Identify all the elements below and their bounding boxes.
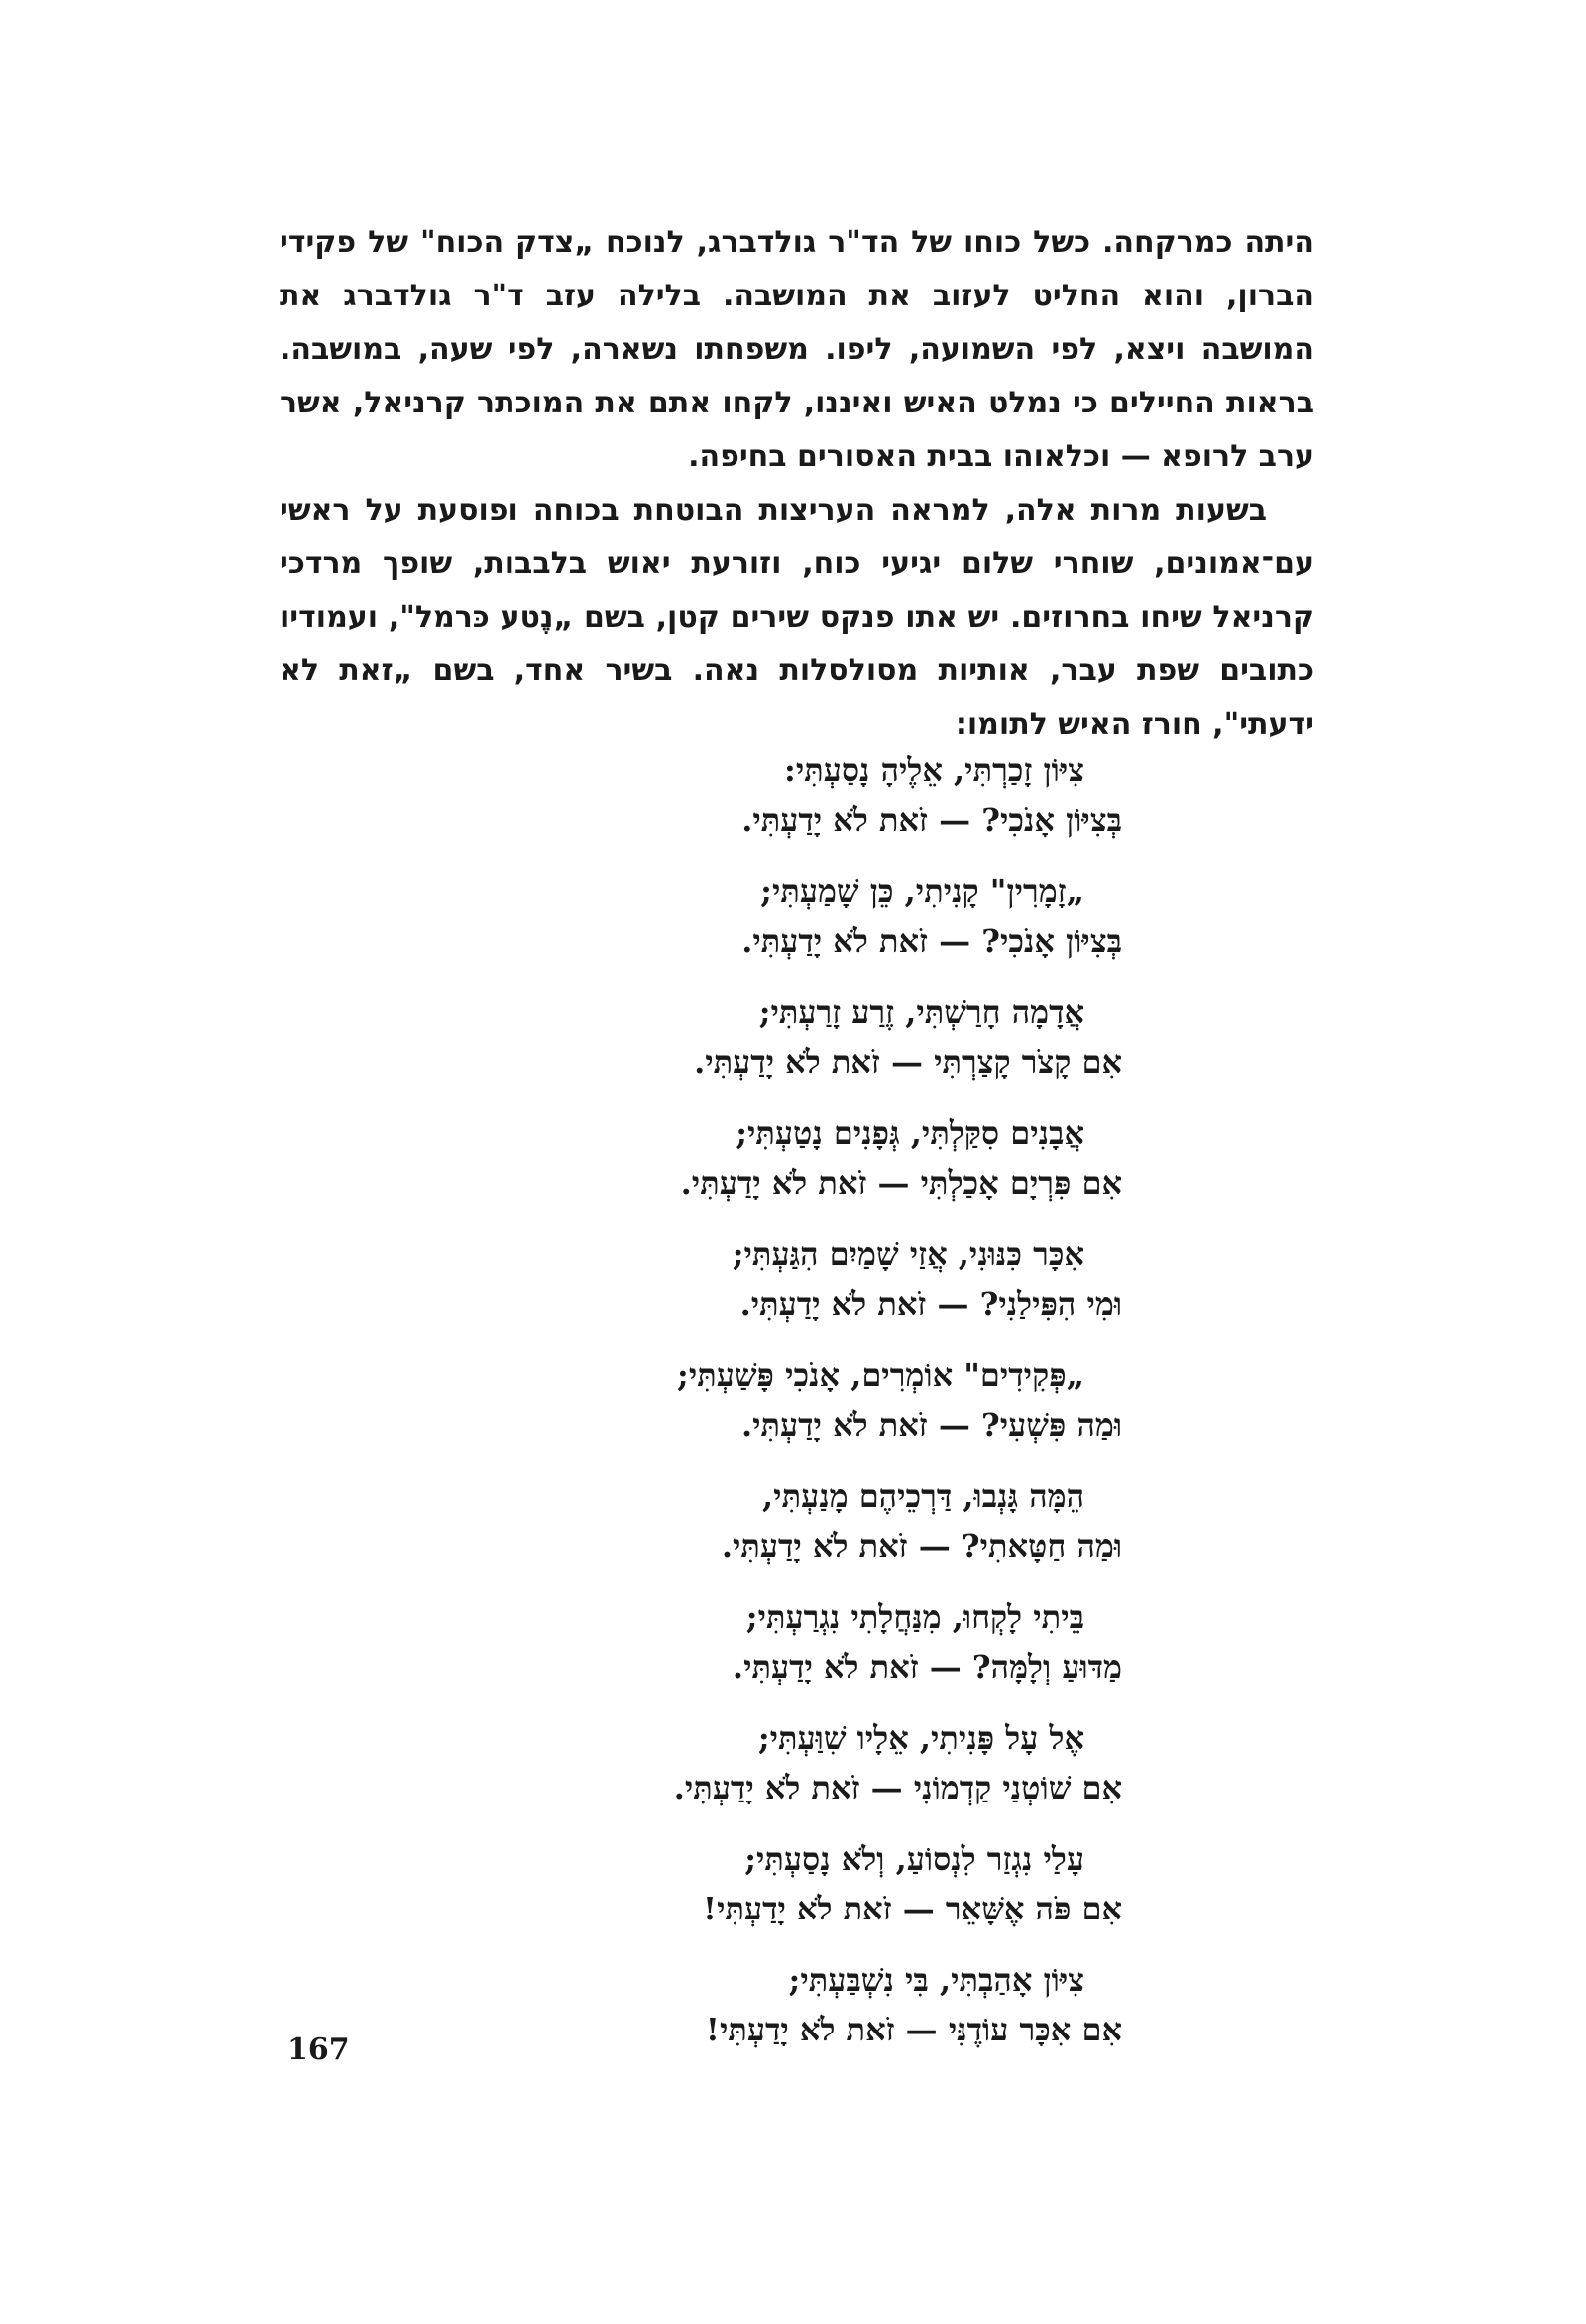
poem-stanza	[428, 1592, 1122, 1691]
poem-line: צִיּוֹן אָהַבְתִּי, בִּי נִשְׁבַּעְתִּי;	[788, 1961, 1084, 1999]
poem-stanza	[428, 1955, 1122, 2054]
poem-line: אֲדָמָה חָרַשְׁתִּי, זֶרַע זָרַעְתִּי;	[758, 993, 1084, 1031]
poem-line: אִם שׁוֹטְנַי קַדְמוֹנִי — זֹאת לֹא יָדַעְתִּי.	[673, 1769, 1122, 1806]
poem-line: וּמַה פִּשְׁעִי? — זֹאת לֹא יָדַעְתִּי.	[740, 1406, 1122, 1444]
poem-line: „פְּקִידִים" אוֹמְרִים, אָנֹכִי פָּשַׁעְתִּי;	[677, 1356, 1084, 1394]
poem-line: אִם פִּרְיָם אָכַלְתִּי — זֹאת לֹא יָדַעְתִּי.	[680, 1164, 1122, 1202]
poem-line: צִיּוֹן זָכַרְתִּי, אֵלֶיהָ נָסַעְתִּי:	[784, 752, 1084, 789]
poem-stanza	[428, 1834, 1122, 1933]
poem-line: מַדּוּעַ וְלָמָּה? — זֹאת לֹא יָדַעְתִּי.	[732, 1648, 1122, 1685]
poem-line: בְּצִיּוֹן אָנֹכִי? — זֹאת לֹא יָדַעְתִּי.	[741, 922, 1122, 960]
poem-stanza	[428, 1108, 1122, 1208]
poem-line: אִכָּר כִּנּוּנִי, אֲזַי שָׁמַיִם הִגַּעְתִּי;	[732, 1235, 1084, 1273]
poem-stanza	[428, 1350, 1122, 1450]
poem-line: אִם פֹּה אֶשָּׁאֵר — זֹאת לֹא יָדַעְתִּי!	[703, 1890, 1122, 1927]
poem-line: „זָמָרִין" קָנִיתִי, כֵּן שָׁמַעְתִּי;	[760, 872, 1084, 910]
poem-stanza	[428, 867, 1122, 966]
poem-line: אִם אִכָּר עוֹדֶנִּי — זֹאת לֹא יָדַעְתִּי!	[705, 2011, 1122, 2048]
poem-stanza	[428, 746, 1122, 845]
poem-line: אִם קָצֹר קָצַרְתִּי — זֹאת לֹא יָדַעְתִּי.	[694, 1043, 1122, 1081]
poem-stanza	[428, 1471, 1122, 1570]
prose-body	[280, 216, 1314, 752]
poem-line: בְּצִיּוֹן אָנֹכִי? — זֹאת לֹא יָדַעְתִּי.	[741, 801, 1122, 839]
poem	[428, 746, 1122, 2076]
paragraph-2: בשעות מרות אלה, למראה העריצות הבוטחת בכוחה ופוסעת על ראשי עם־אמונים, שוחרי שלום יגיעי כוח, וזורעת יאוש בלבבות, שופך מרדכי קרניאל שיחו בחרוזים. יש אתו פנקס שירים קטן, בשם „נֶטע כּרמל", ועמודיו כתובים שפת עבר, אותיות מסולסלות נאה. בשיר אחד, בשם „זאת לא ידעתי", חורז האיש לתומו:	[280, 493, 1314, 742]
poem-line: וּמִי הִפִּילַנִי? — זֹאת לֹא יָדַעְתִּי.	[739, 1285, 1122, 1323]
poem-stanza	[428, 1229, 1122, 1329]
poem-line: אֲבָנִים סִקַּלְתִּי, גְּפָנִים נָטַעְתִּי;	[736, 1114, 1084, 1152]
page-number: 167	[287, 2033, 350, 2067]
poem-stanza	[428, 1713, 1122, 1812]
poem-line: וּמַה חַטָּאתִי? — זֹאת לֹא יָדַעְתִּי.	[721, 1527, 1122, 1565]
poem-line: אֶל עָל פָּנִיתִי, אֵלָיו שִׁוַּעְתִּי;	[757, 1719, 1084, 1757]
poem-stanza	[428, 988, 1122, 1087]
paragraph-1: היתה כמרקחה. כשל כוחו של הד"ר גולדברג, לנוכח „צדק הכוח" של פקידי הברון, והוא החליט לעזוב את המושבה. בלילה עזב ד"ר גולדברג את המושבה ויצא, לפי השמועה, ליפו. משפחתו נשארה, לפי שעה, במושבה. בראות החיילים כי נמלט האיש ואיננו, לקחו אתם את המוכתר קרניאל, אשר ערב לרופא — וכלאוהו בבית האסורים בחיפה.	[280, 225, 1314, 474]
poem-line: בֵּיתִי לָקְחוּ, מִנַּחֲלָתִי נִגְרַעְתִּי;	[745, 1598, 1084, 1636]
poem-line: עָלַי נִגְזַר לִנְסוֹעַ, וְלֹא נָסַעְתִּי;	[744, 1840, 1084, 1878]
poem-line: הֵמָּה גָּנְבוּ, דַּרְכֵיהֶם מָנַעְתִּי,	[762, 1477, 1084, 1515]
